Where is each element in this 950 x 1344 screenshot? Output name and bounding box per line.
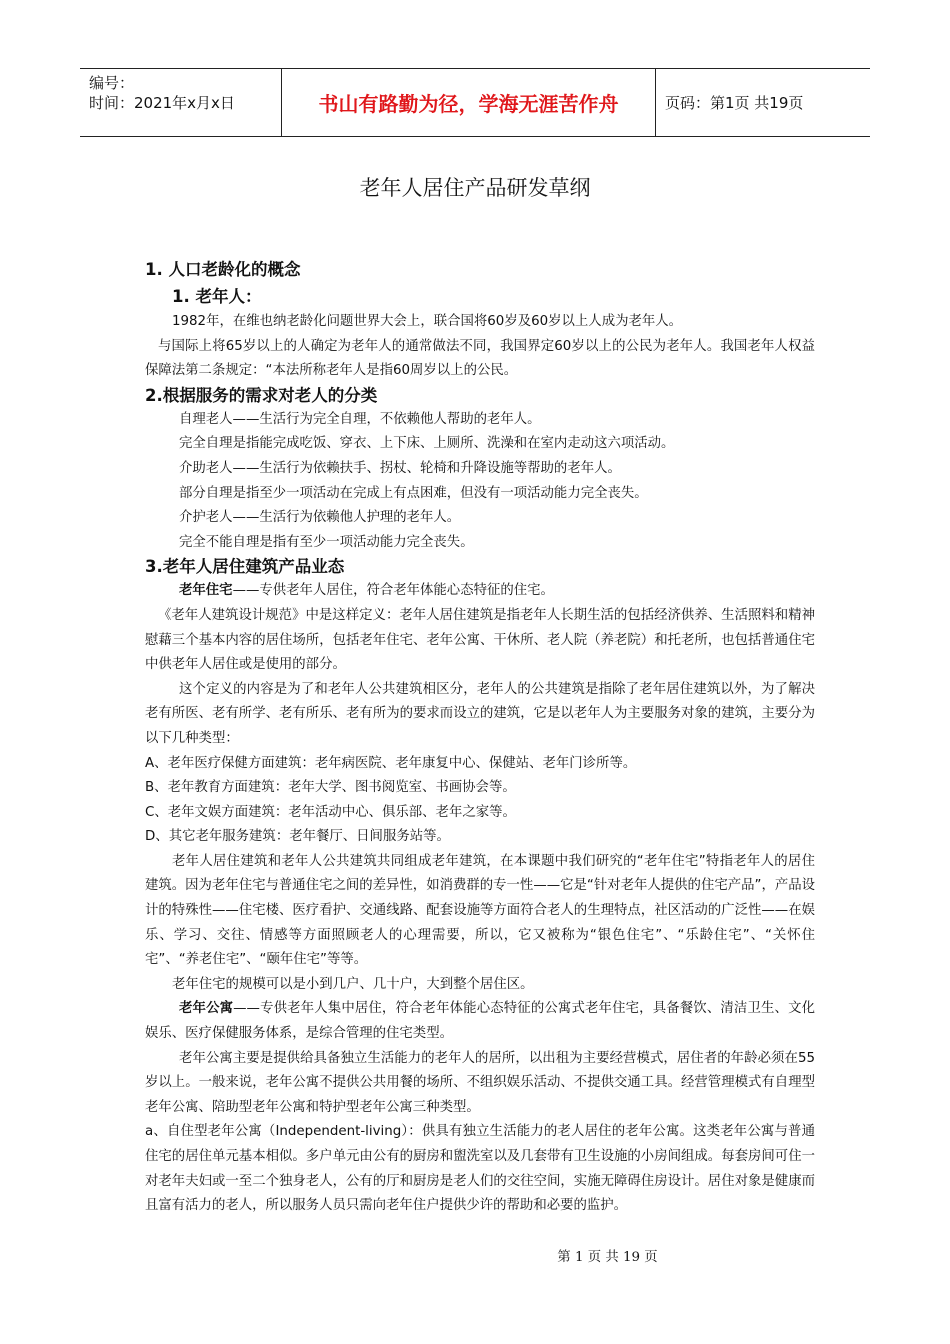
paragraph: 老年住宅的规模可以是小到几户、几十户，大到整个居住区。: [172, 976, 534, 992]
paragraph: 《老年人建筑设计规范》中是这样定义：老年人居住建筑是指老年人长期生活的包括经济供养、生活照料和精神慰藉三个基本内容的居住场所，包括老年住宅、老年公寓、干休所、老人院（养老院）和托老所，也包括普通住宅中供老年人居住或是使用的部分。: [145, 607, 815, 673]
housing-definition: [145, 579, 815, 604]
type-item: D、其它老年服务建筑：老年餐厅、日间服务站等。: [145, 829, 450, 845]
document-title: 老年人居住产品研发草纲: [359, 176, 591, 200]
paragraph: 这个定义的内容是为了和老年人公共建筑相区分，老年人的公共建筑是指除了老年居住建筑以外，为了解决老有所医、老有所学、老有所乐、老有所为的要求而设立的建筑，它是以老年人为主要服务对象的建筑，主要分为以下几种类型：: [145, 681, 815, 746]
classification-line: 介护老人——生活行为依赖他人护理的老年人。: [179, 510, 461, 526]
classification-line: 自理老人——生活行为完全自理，不依赖他人帮助的老年人。: [179, 411, 541, 427]
type-item: B、老年教育方面建筑：老年大学、图书阅览室、书画协会等。: [145, 780, 516, 796]
page-footer: 第 1 页 共 19 页: [557, 1250, 658, 1265]
section-heading-2: 2.根据服务的需求对老人的分类: [145, 385, 378, 405]
classification-line: 介助老人——生活行为依赖扶手、拐杖、轮椅和升降设施等帮助的老年人。: [179, 460, 621, 476]
time-label: 时间：2021年x月x日: [89, 94, 235, 112]
type-item: A、老年医疗保健方面建筑：老年病医院、老年康复中心、保健站、老年门诊所等。: [145, 755, 637, 771]
paragraph: 老年公寓主要是提供给具备独立生活能力的老年人的居所，以出租为主要经营模式，居住者的年龄必须在55岁以上。一般来说，老年公寓不提供公共用餐的场所、不组织娱乐活动、不提供交通工具。经营管理模式有自理型老年公寓、陪助型老年公寓和特护型老年公寓三种类型。: [145, 1050, 815, 1115]
apartment-definition: [145, 997, 815, 1046]
classification-line: 部分自理是指至少一项活动在完成上有点困难，但没有一项活动能力完全丧失。: [179, 485, 648, 501]
classification-line: 完全自理是指能完成吃饭、穿衣、上下床、上厕所、洗澡和在室内走动这六项活动。: [179, 436, 675, 452]
sub-heading-elderly: 1. 老年人：: [172, 287, 262, 306]
paragraph: 1982年，在维也纳老龄化问题世界大会上，联合国将60岁及60岁以上人成为老年人。: [172, 314, 683, 329]
term-apartment: 老年公寓: [179, 1001, 234, 1017]
header-meta: [80, 69, 282, 136]
page-header: [80, 68, 870, 137]
paragraph: 老年人居住建筑和老年人公共建筑共同组成老年建筑，在本课题中我们研究的“老年住宅”特指老年人的居住建筑。因为老年住宅与普通住宅之间的差异性，如消费群的专一性——它是“针对老年人提供的住宅产品”，产品设计的特殊性——住宅楼、医疗看护、交通线路、配套设施等方面符合老人的生理特点，社区活动的广泛性——在娱乐、学习、交往、情感等方面照顾老人的心理需要，所以，它又被称为“银色住宅”、“乐龄住宅”、“关怀住宅”、“养老住宅”、“颐年住宅”等等。: [145, 853, 815, 968]
section-heading-1: 1. 人口老龄化的概念: [145, 260, 301, 279]
definition-text: ——专供老年人集中居住，符合老年体能心态特征的公寓式老年住宅，具备餐饮、清洁卫生、文化娱乐、医疗保健服务体系，是综合管理的住宅类型。: [145, 1001, 815, 1042]
section-heading-3: 3.老年人居住建筑产品业态: [145, 557, 345, 577]
header-motto: 书山有路勤为径，学海无涯苦作舟: [282, 69, 656, 136]
number-label: 编号：: [89, 74, 135, 92]
paragraph: a、自住型老年公寓（Independent-living）：供具有独立生活能力的老人居住的老年公寓。这类老年公寓与普通住宅的居住单元基本相似。多户单元由公有的厨房和盥洗室以及几套带有卫生设施的小房间组成。每套房间可住一对老年夫妇或一至二个独身老人，公有的厅和厨房是老人们的交往空间，实施无障碍住房设计。居住对象是健康而且富有活力的老人，所以服务人员只需向老年住户提供少许的帮助和必要的监护。: [145, 1124, 815, 1214]
classification-line: 完全不能自理是指有至少一项活动能力完全丧失。: [179, 534, 474, 550]
term-housing: 老年住宅: [179, 583, 233, 599]
document-body: [145, 256, 815, 1219]
header-page-info: 页码：第1页 共19页: [665, 94, 804, 112]
type-item: C、老年文娱方面建筑：老年活动中心、俱乐部、老年之家等。: [145, 804, 516, 820]
definition-text: ——专供老年人居住，符合老年体能心态特征的住宅。: [232, 583, 554, 599]
paragraph: 与国际上将65岁以上的人确定为老年人的通常做法不同，我国界定60岁以上的公民为老年人。我国老年人权益保障法第二条规定：“本法所称老年人是指60周岁以上的公民。: [145, 338, 815, 379]
